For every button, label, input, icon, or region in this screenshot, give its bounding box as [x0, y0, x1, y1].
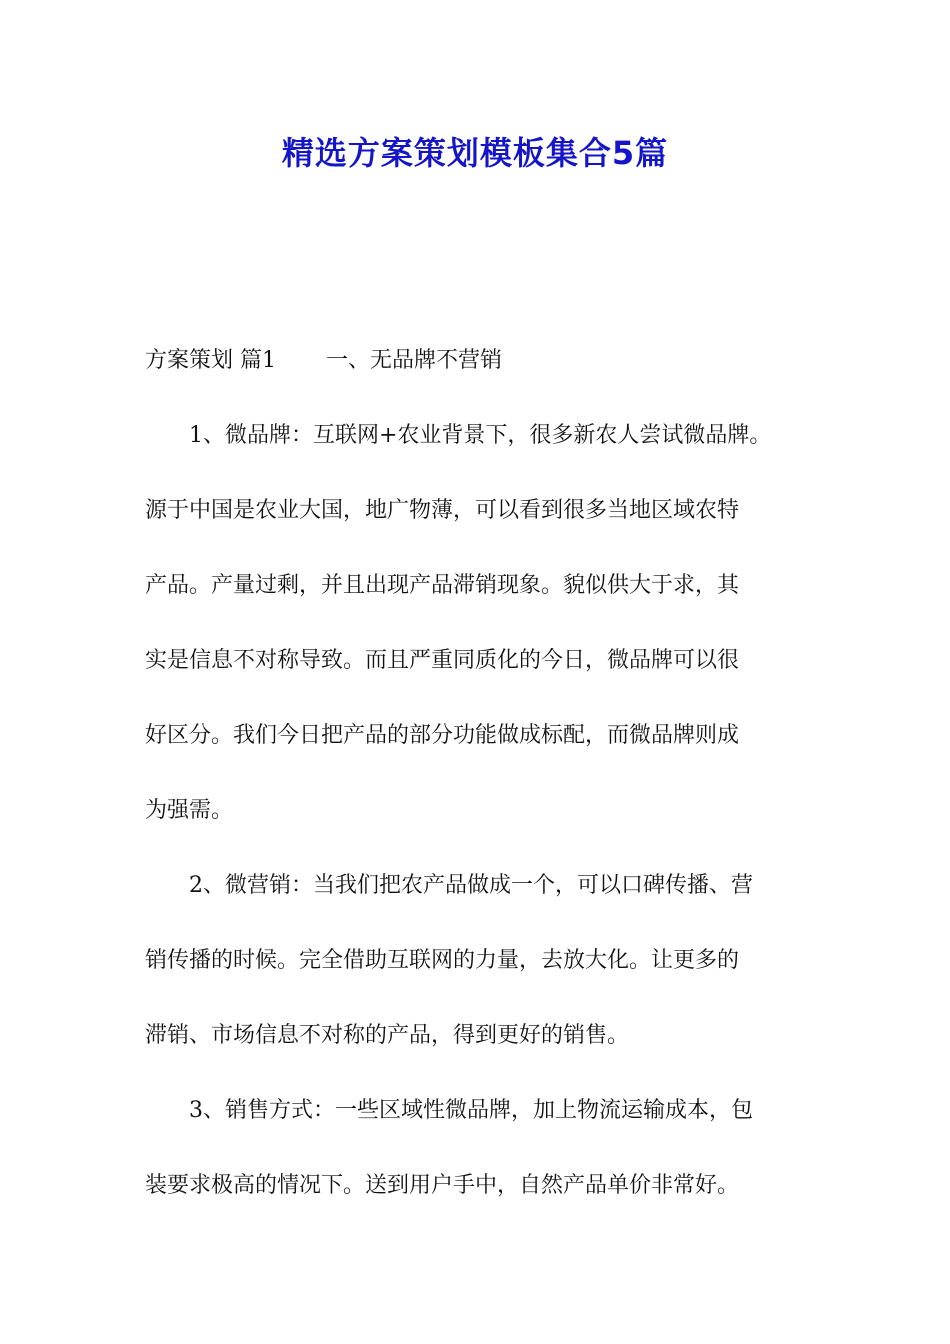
paragraph-line: 销传播的时候。完全借助互联网的力量，去放大化。让更多的 [145, 948, 740, 973]
paragraph-line: 源于中国是农业大国，地广物薄，可以看到很多当地区域农特 [145, 498, 740, 523]
paragraph-line: 装要求极高的情况下。送到用户手中，自然产品单价非常好。 [145, 1173, 740, 1198]
paragraph-line: 2、微营销：当我们把农产品做成一个，可以口碑传播、营 [189, 873, 753, 898]
paragraph-line: 为强需。 [145, 798, 234, 823]
paragraph-line: 1、微品牌：互联网+农业背景下，很多新农人尝试微品牌。 [189, 423, 772, 448]
paragraph-line: 3、销售方式：一些区域性微品牌，加上物流运输成本，包 [189, 1098, 753, 1123]
paragraph-line: 产品。产量过剩，并且出现产品滞销现象。貌似供大于求，其 [145, 573, 740, 598]
section-header-line [145, 337, 815, 384]
section-heading: 一、无品牌不营销 [326, 348, 503, 373]
document-body [145, 337, 815, 1237]
paragraph-line: 实是信息不对称导致。而且严重同质化的今日，微品牌可以很 [145, 648, 740, 673]
document-title: 精选方案策划模板集合5篇 [281, 134, 669, 172]
paragraph-line: 好区分。我们今日把产品的部分功能做成标配，而微品牌则成 [145, 723, 740, 748]
section-label: 方案策划 篇1 [145, 348, 276, 373]
paragraph-line: 滞销、市场信息不对称的产品，得到更好的销售。 [145, 1023, 630, 1048]
